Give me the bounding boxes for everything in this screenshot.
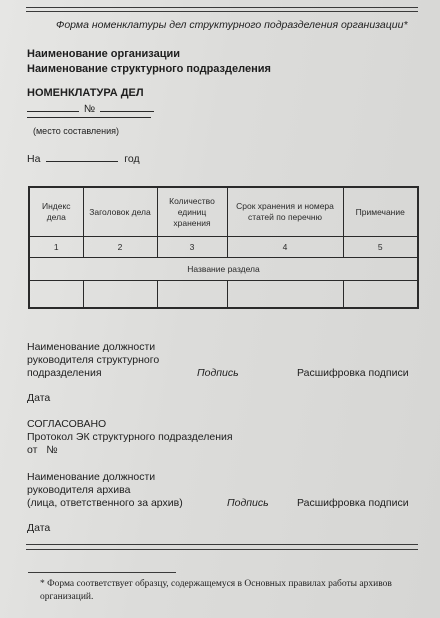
header-cell-index: Индекс дела — [29, 187, 83, 237]
protocol-label: Протокол ЭК структурного подразделения — [27, 431, 233, 443]
column-number: 2 — [83, 237, 157, 258]
document-title: НОМЕНКЛАТУРА ДЕЛ — [27, 87, 144, 99]
header-cell-retention: Срок хранения и номера статей по перечню — [227, 187, 343, 237]
header-cell-note: Примечание — [343, 187, 418, 237]
archive-head-position — [27, 471, 183, 510]
empty-cell — [157, 281, 227, 309]
top-rule-inner — [26, 11, 418, 12]
column-number: 3 — [157, 237, 227, 258]
date-label: Дата — [27, 522, 51, 534]
nomenclature-table — [28, 186, 419, 309]
agreed-label: СОГЛАСОВАНО — [27, 418, 107, 430]
position-line: Наименование должности — [27, 341, 156, 353]
number-line — [27, 101, 154, 115]
place-blank — [27, 117, 151, 118]
number-sign: № — [46, 444, 58, 456]
organization-block — [27, 47, 271, 77]
column-number: 4 — [227, 237, 343, 258]
empty-cell — [343, 281, 418, 309]
table-header-row — [29, 187, 418, 237]
year-suffix: год — [124, 153, 140, 165]
position-line: Наименование должности — [27, 471, 156, 483]
date-label: Дата — [27, 392, 51, 404]
column-number: 5 — [343, 237, 418, 258]
number-sign: № — [83, 103, 96, 115]
unit-name-label: Наименование структурного подразделения — [27, 63, 271, 75]
top-rule — [26, 7, 418, 8]
column-number: 1 — [29, 237, 83, 258]
section-row — [29, 258, 418, 281]
empty-cell — [227, 281, 343, 309]
bottom-rule — [26, 544, 418, 545]
signature-decoding-label: Расшифровка подписи — [297, 497, 409, 509]
year-line — [27, 151, 140, 165]
form-title: Форма номенклатуры дел структурного подразделения организации* — [56, 19, 408, 31]
signature-decoding-label: Расшифровка подписи — [297, 367, 409, 379]
from-prefix: от — [27, 444, 38, 456]
number-blank — [100, 101, 154, 112]
date-blank — [27, 101, 79, 112]
empty-cell — [29, 281, 83, 309]
section-title: Название раздела — [29, 258, 418, 281]
position-line: (лица, ответственного за архив) — [27, 497, 183, 509]
signature-label: Подпись — [227, 497, 269, 509]
header-cell-count: Количество единиц хранения — [157, 187, 227, 237]
approval-block — [27, 418, 233, 457]
bottom-rule-inner — [26, 549, 418, 550]
protocol-date-line — [27, 444, 233, 457]
table-row — [29, 281, 418, 309]
year-blank — [46, 151, 118, 162]
position-line: руководителя архива — [27, 484, 131, 496]
place-hint: (место составления) — [33, 126, 120, 136]
for-prefix: На — [27, 153, 41, 165]
signature-label: Подпись — [197, 367, 239, 379]
position-line: подразделения — [27, 367, 102, 379]
organization-name-label: Наименование организации — [27, 48, 181, 60]
position-line: руководителя структурного — [27, 354, 160, 366]
footnote: * Форма соответствует образцу, содержащемуся в Основных правилах работы архивов организаций. — [40, 579, 392, 602]
header-cell-title: Заголовок дела — [83, 187, 157, 237]
empty-cell — [83, 281, 157, 309]
unit-head-position — [27, 341, 159, 380]
table-number-row — [29, 237, 418, 258]
footnote-separator — [28, 572, 176, 573]
